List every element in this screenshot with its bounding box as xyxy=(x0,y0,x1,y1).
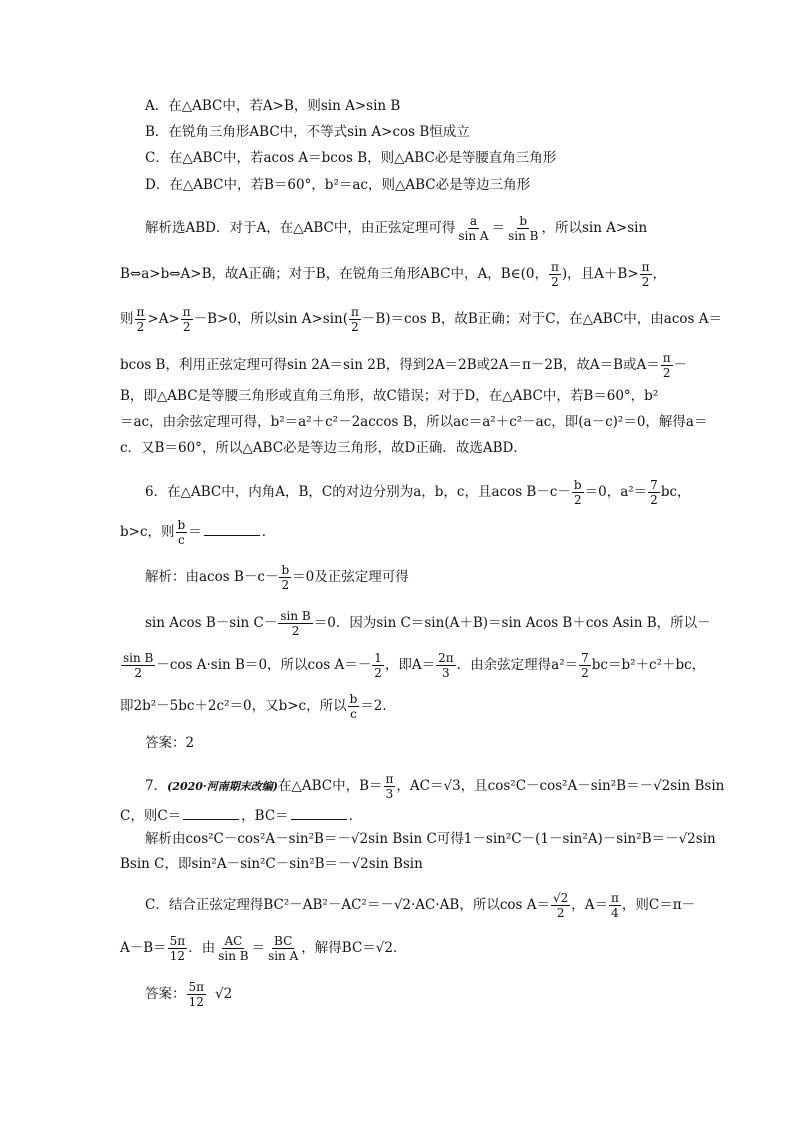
q7-solution-line-4: A－B＝ $\frac{5\pi}{12}$ ．由 $\frac{AC}{\text{sin B}}$ ＝ $\frac{BC}{\text{sin A}}$ ，解得BC＝√2． xyxy=(120,934,407,963)
q7-stem-line-1: 7．(2020·河南期末改编)在△ABC中，B＝ $\frac{\pi}{3}$ ，AC＝√3，且cos²C－cos²A－sin²B＝－√2sin Bsin xyxy=(145,772,725,801)
source-note: (2020·河南期末改编) xyxy=(167,780,278,793)
fraction: $\frac{\pi}{2}$ xyxy=(182,305,191,334)
fraction: $\frac{\pi}{2}$ xyxy=(136,305,145,334)
q5-solution-line-2: B⇔a>b⇔A>B，故A正确；对于B，在锐角三角形ABC中，A，B∈(0， $\frac{\pi}{2}$ )，且A＋B> $\frac{\pi}{2}$ ， xyxy=(120,260,666,289)
q7-stem-line-2: C，则C＝ ，BC＝ ． xyxy=(120,808,363,824)
q7-answer: 答案： $\frac{5\pi}{12}$ √2 xyxy=(145,980,233,1009)
fraction: $\frac{\pi}{4}$ xyxy=(611,891,619,920)
q5-solution-line-6: ＝ac，由余弦定理可得，b²＝a²＋c²－2accos B，所以ac＝a²＋c²－ac，即(a－c)²＝0，解得a＝ xyxy=(120,414,708,430)
fraction: $\frac{5\pi}{12}$ xyxy=(188,980,205,1009)
fraction: $\frac{\text{sin B}}{2}$ xyxy=(280,609,311,638)
option-b: B．在锐角三角形ABC中，不等式sin A>cos B恒成立 xyxy=(145,124,470,140)
option-a: A．在△ABC中，若A>B，则sin A>sin B xyxy=(145,98,401,114)
fraction: $\frac{\pi}{3}$ xyxy=(385,772,394,801)
fraction: $\frac{5\pi}{12}$ xyxy=(169,934,186,963)
fraction: $\frac{a}{\text{sin A}}$ xyxy=(458,214,489,243)
fraction: $\frac{\text{sin B}}{2}$ xyxy=(123,651,154,680)
q6-solution-line-3: $\frac{\text{sin B}}{2}$ －cos A·sin B＝0，所以cos A＝－ $\frac{1}{2}$ ，即A＝ $\frac{2\pi}{3}$ ．由余弦定理得a²＝ $\frac{7}{2}$ bc＝b²＋c²＋bc， xyxy=(123,651,706,680)
fraction: $\frac{b}{c}$ xyxy=(177,518,186,547)
option-d: D．在△ABC中，若B＝60°，b²＝ac，则△ABC必是等边三角形 xyxy=(145,177,531,193)
answer-blank-c[interactable] xyxy=(183,807,239,820)
fraction: $\frac{b}{2}$ xyxy=(573,478,582,507)
q6-stem-line-1: 6．在△ABC中，内角A，B，C的对边分别为a，b，c，且acos B－c－ $\frac{b}{2}$ ＝0，a²＝ $\frac{7}{2}$ bc， xyxy=(145,478,691,507)
fraction: $\frac{7}{2}$ xyxy=(650,478,658,507)
q7-solution-line-1: 解析由cos²C－cos²A－sin²B＝－√2sin Bsin C可得1－sin²C－(1－sin²A)－sin²B＝－√2sin xyxy=(145,831,716,847)
fraction: $\frac{2\pi}{3}$ xyxy=(438,651,454,680)
q5-solution-line-7: c．又B＝60°，所以△ABC必是等边三角形，故D正确．故选ABD． xyxy=(120,440,527,456)
q6-solution-line-1: 解析：由acos B－c－ $\frac{b}{2}$ ＝0及正弦定理可得 xyxy=(145,563,409,592)
q5-solution-line-1: 解析选ABD．对于A，在△ABC中，由正弦定理可得 $\frac{a}{\text{sin A}}$ ＝ $\frac{b}{\text{sin B}}$ ，所以sin A>sin xyxy=(145,214,648,243)
q6-answer: 答案：2 xyxy=(145,735,195,751)
answer-blank-bc[interactable] xyxy=(291,807,347,820)
q7-solution-line-2: Bsin C，即sin²A－sin²C－sin²B＝－√2sin Bsin xyxy=(120,856,423,872)
fraction: $\frac{\pi}{2}$ xyxy=(641,260,650,289)
fraction: $\frac{AC}{\text{sin B}}$ xyxy=(218,934,249,963)
q5-solution-line-4: bcos B，利用正弦定理可得sin 2A＝sin 2B，得到2A＝2B或2A＝π－2B，故A＝B或A＝ $\frac{\pi}{2}$ － xyxy=(120,351,688,380)
q5-solution-line-3: 则 $\frac{\pi}{2}$ >A> $\frac{\pi}{2}$ －B>0，所以sin A>sin( $\frac{\pi}{2}$ －B)＝cos B，故B正确；对于C，在△ABC中，由acos A＝ xyxy=(120,305,722,334)
fraction: $\frac{7}{2}$ xyxy=(581,651,589,680)
fraction: $\frac{1}{2}$ xyxy=(374,651,382,680)
q5-solution-line-5: B，即△ABC是等腰三角形或直角三角形，故C错误；对于D，在△ABC中，若B＝60°，b² xyxy=(120,388,659,404)
fraction: $\frac{b}{c}$ xyxy=(349,692,358,721)
fraction: $\frac{b}{2}$ xyxy=(281,563,290,592)
fraction: $\frac{\pi}{2}$ xyxy=(662,351,671,380)
fraction: $\frac{√2}{2}$ xyxy=(553,891,569,920)
q6-stem-line-2: b>c，则 $\frac{b}{c}$ ＝ ． xyxy=(120,518,276,547)
fraction: $\frac{\pi}{2}$ xyxy=(350,305,359,334)
q6-solution-line-2: sin Acos B－sin C－ $\frac{\text{sin B}}{2}$ ＝0．因为sin C＝sin(A＋B)＝sin Acos B＋cos Asin B，所以－ xyxy=(145,609,711,638)
option-c: C．在△ABC中，若acos A＝bcos B，则△ABC必是等腰直角三角形 xyxy=(145,150,557,166)
q7-solution-line-3: C．结合正弦定理得BC²－AB²－AC²＝－√2·AC·AB，所以cos A＝ $\frac{√2}{2}$ ，A＝ $\frac{\pi}{4}$ ，则C＝π－ xyxy=(145,891,696,920)
fraction: $\frac{BC}{\text{sin A}}$ xyxy=(268,934,299,963)
answer-blank[interactable] xyxy=(204,523,260,536)
fraction: $\frac{b}{\text{sin B}}$ xyxy=(508,214,539,243)
fraction: $\frac{\pi}{2}$ xyxy=(550,260,559,289)
q6-solution-line-4: 即2b²－5bc＋2c²＝0，又b>c，所以 $\frac{b}{c}$ ＝2． xyxy=(120,692,396,721)
